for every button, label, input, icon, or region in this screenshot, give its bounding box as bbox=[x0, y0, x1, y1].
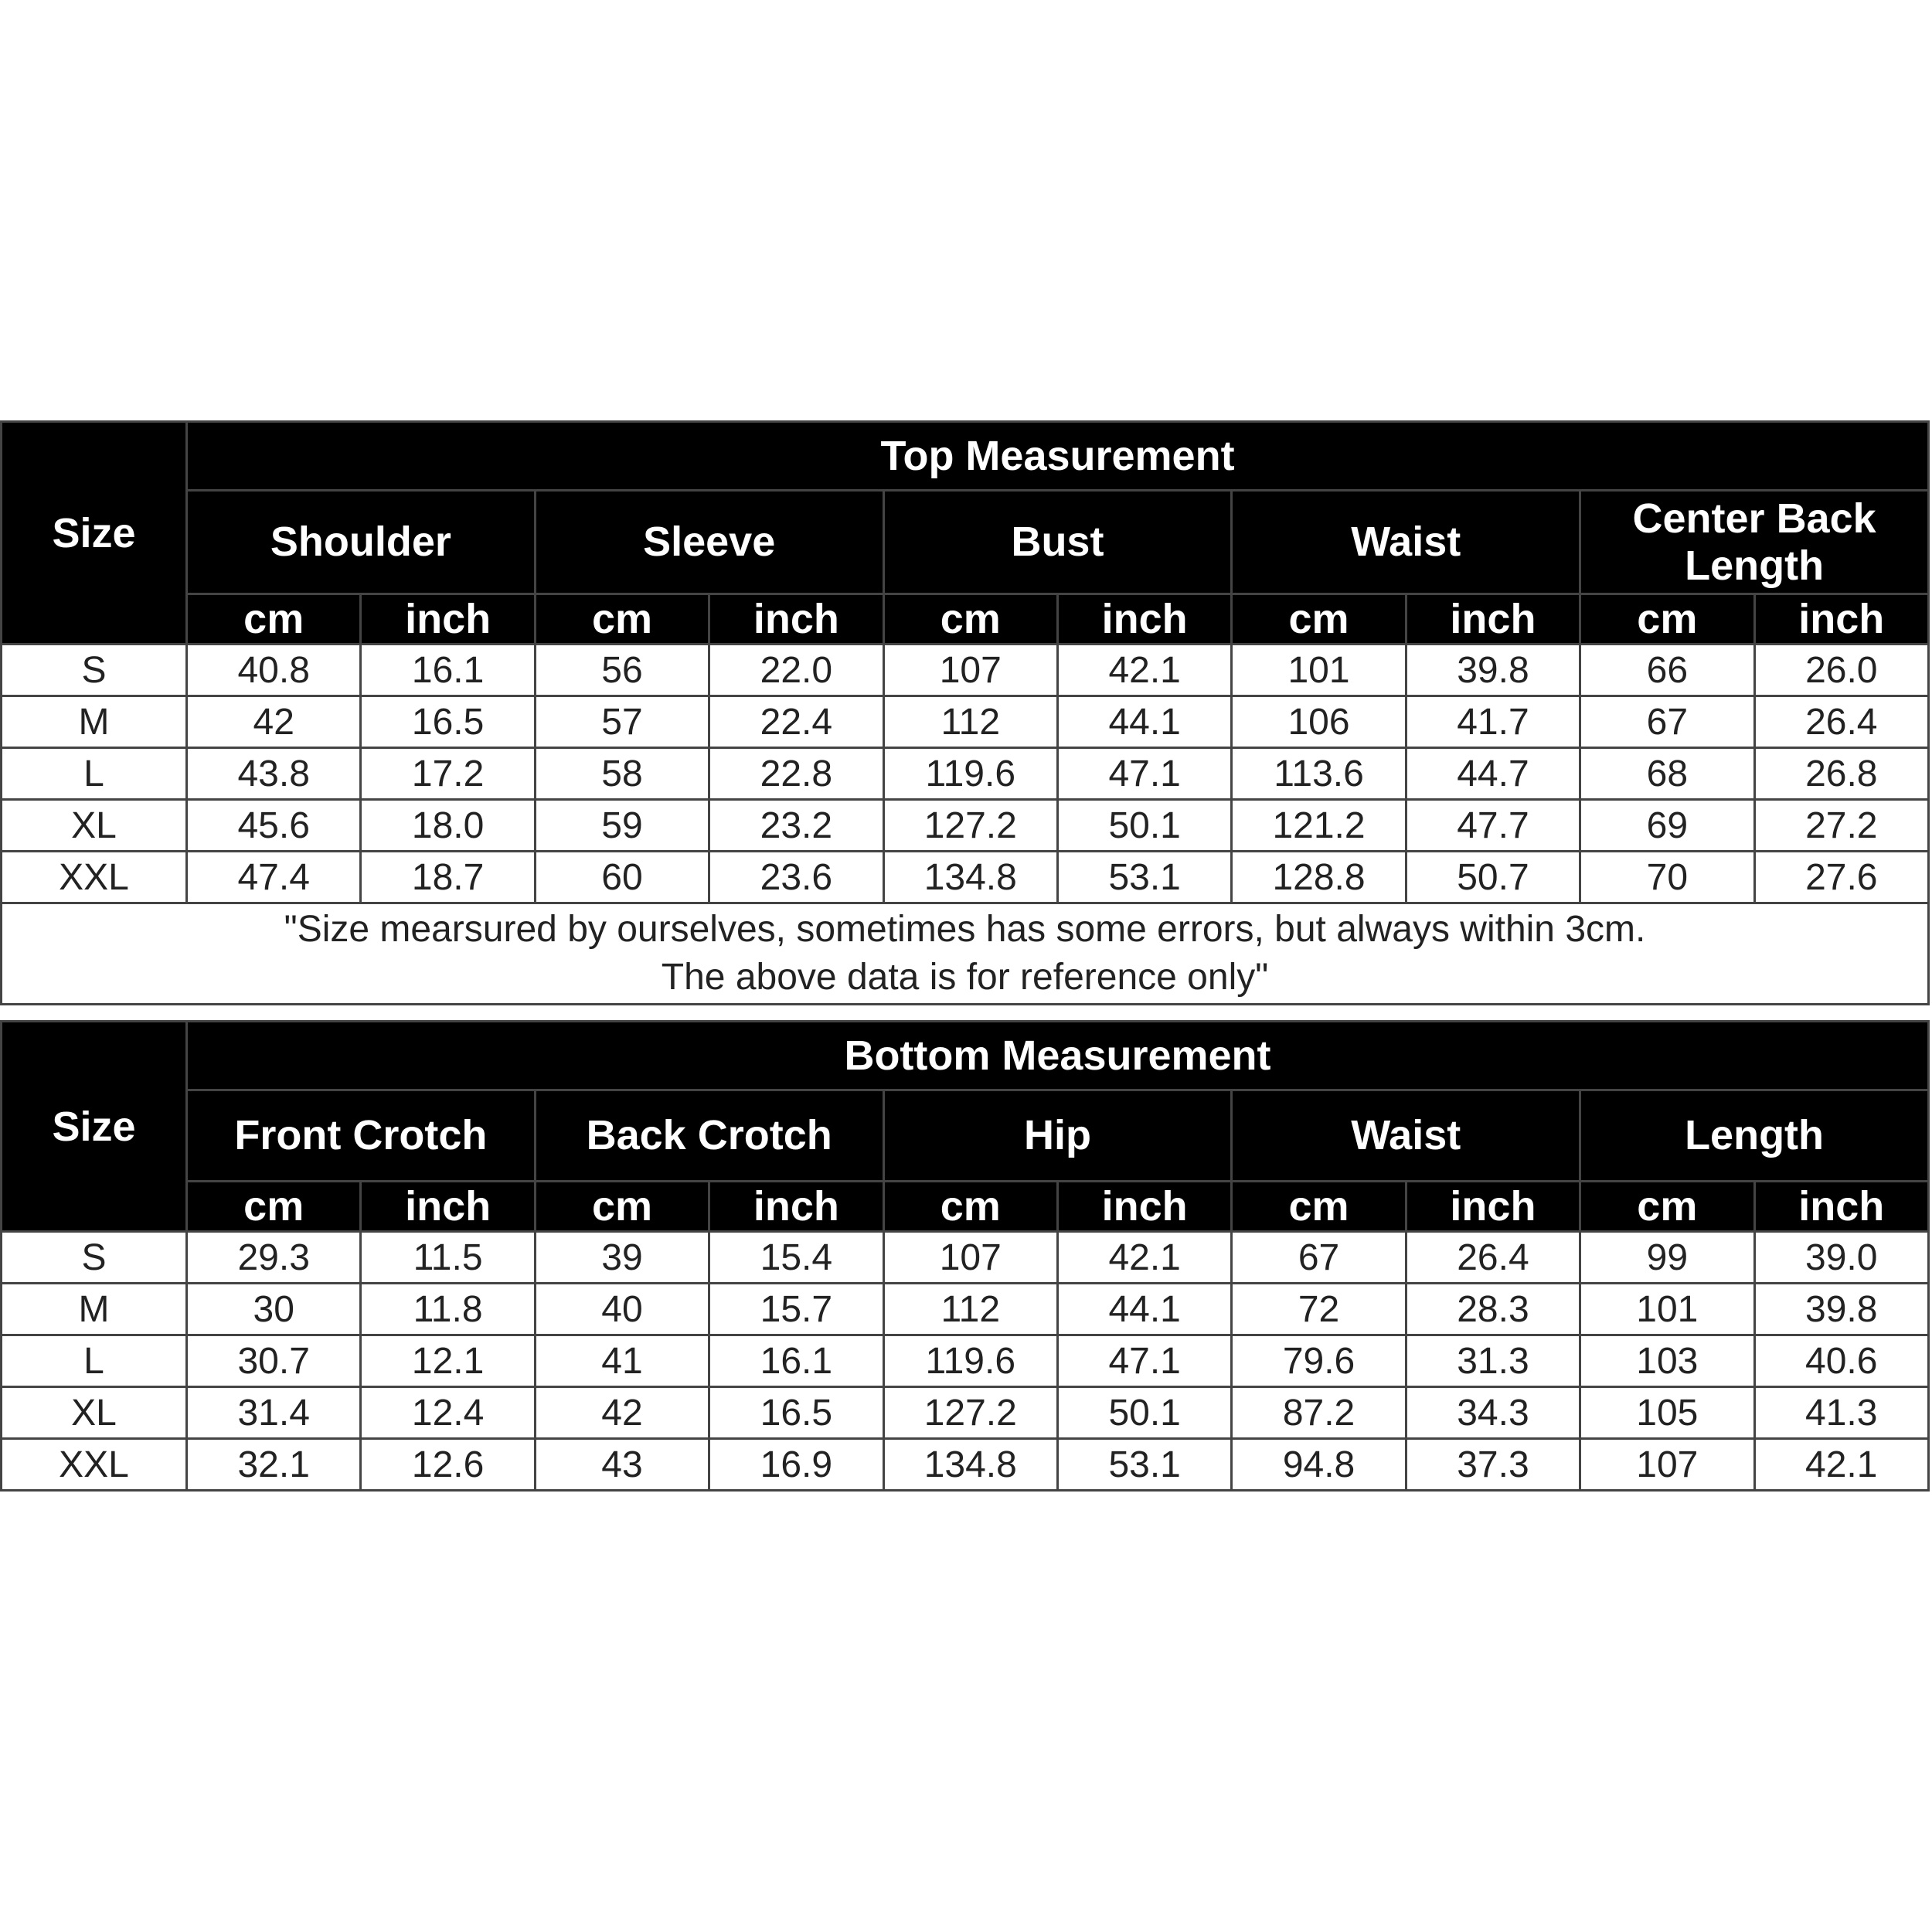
unit-header: inch bbox=[1406, 594, 1580, 645]
measurement-cell: 43 bbox=[535, 1439, 709, 1491]
measurement-cell: 112 bbox=[883, 696, 1057, 748]
measurement-cell: 69 bbox=[1580, 800, 1754, 852]
measurement-cell: 26.0 bbox=[1754, 645, 1929, 696]
unit-header: cm bbox=[1232, 594, 1406, 645]
size-label-cell: S bbox=[2, 645, 187, 696]
measurement-cell: 31.3 bbox=[1406, 1335, 1580, 1387]
measurement-cell: 113.6 bbox=[1232, 748, 1406, 800]
measurement-cell: 41.7 bbox=[1406, 696, 1580, 748]
measurement-cell: 18.7 bbox=[361, 852, 535, 903]
unit-header: inch bbox=[1057, 594, 1231, 645]
unit-header: cm bbox=[535, 594, 709, 645]
measurement-cell: 50.7 bbox=[1406, 852, 1580, 903]
measurement-cell: 47.1 bbox=[1057, 1335, 1231, 1387]
measurement-cell: 134.8 bbox=[883, 1439, 1057, 1491]
measurement-cell: 28.3 bbox=[1406, 1284, 1580, 1335]
measurement-cell: 39.8 bbox=[1406, 645, 1580, 696]
table-row bbox=[2, 1335, 1929, 1387]
measurement-cell: 67 bbox=[1232, 1232, 1406, 1284]
measurement-cell: 57 bbox=[535, 696, 709, 748]
measurement-cell: 39.8 bbox=[1754, 1284, 1928, 1335]
measurement-cell: 128.8 bbox=[1232, 852, 1406, 903]
unit-header: inch bbox=[361, 594, 535, 645]
table-row bbox=[2, 800, 1929, 852]
measurement-cell: 18.0 bbox=[361, 800, 535, 852]
measurement-cell: 15.7 bbox=[709, 1284, 883, 1335]
unit-header: inch bbox=[361, 1182, 535, 1232]
unit-header: cm bbox=[187, 1182, 361, 1232]
measurement-cell: 47.1 bbox=[1057, 748, 1231, 800]
measurement-cell: 50.1 bbox=[1057, 800, 1231, 852]
measurement-cell: 44.1 bbox=[1057, 696, 1231, 748]
measurement-cell: 101 bbox=[1232, 645, 1406, 696]
table-title: Bottom Measurement bbox=[187, 1022, 1929, 1090]
measurement-cell: 105 bbox=[1580, 1387, 1754, 1439]
measurement-cell: 11.8 bbox=[361, 1284, 535, 1335]
measurement-cell: 26.8 bbox=[1754, 748, 1929, 800]
measurement-cell: 107 bbox=[1580, 1439, 1754, 1491]
column-group-header: Bust bbox=[883, 491, 1232, 594]
measurement-cell: 16.9 bbox=[709, 1439, 883, 1491]
measurement-cell: 31.4 bbox=[187, 1387, 361, 1439]
measurement-cell: 42 bbox=[535, 1387, 709, 1439]
measurement-cell: 22.0 bbox=[709, 645, 883, 696]
measurement-cell: 39.0 bbox=[1754, 1232, 1928, 1284]
measurement-cell: 119.6 bbox=[883, 1335, 1057, 1387]
measurement-cell: 66 bbox=[1580, 645, 1754, 696]
measurement-cell: 41.3 bbox=[1754, 1387, 1928, 1439]
column-group-header: Waist bbox=[1232, 1090, 1580, 1182]
size-label-cell: XL bbox=[2, 1387, 187, 1439]
measurement-cell: 79.6 bbox=[1232, 1335, 1406, 1387]
measurement-cell: 23.2 bbox=[709, 800, 883, 852]
measurement-cell: 22.8 bbox=[709, 748, 883, 800]
measurement-cell: 32.1 bbox=[187, 1439, 361, 1491]
size-label-cell: M bbox=[2, 1284, 187, 1335]
measurement-cell: 11.5 bbox=[361, 1232, 535, 1284]
measurement-cell: 30 bbox=[187, 1284, 361, 1335]
measurement-cell: 12.1 bbox=[361, 1335, 535, 1387]
measurement-cell: 41 bbox=[535, 1335, 709, 1387]
measurement-cell: 40.6 bbox=[1754, 1335, 1928, 1387]
measurement-cell: 29.3 bbox=[187, 1232, 361, 1284]
unit-header: inch bbox=[709, 594, 883, 645]
measurement-cell: 50.1 bbox=[1057, 1387, 1231, 1439]
table-row bbox=[2, 645, 1929, 696]
table-row bbox=[2, 748, 1929, 800]
measurement-cell: 99 bbox=[1580, 1232, 1754, 1284]
size-label-cell: L bbox=[2, 748, 187, 800]
measurement-cell: 15.4 bbox=[709, 1232, 883, 1284]
measurement-cell: 43.8 bbox=[187, 748, 361, 800]
measurement-cell: 60 bbox=[535, 852, 709, 903]
measurement-cell: 45.6 bbox=[187, 800, 361, 852]
column-group-header: Back Crotch bbox=[535, 1090, 883, 1182]
measurement-cell: 26.4 bbox=[1754, 696, 1929, 748]
column-group-header: Center Back Length bbox=[1580, 491, 1929, 594]
measurement-cell: 127.2 bbox=[883, 1387, 1057, 1439]
measurement-cell: 34.3 bbox=[1406, 1387, 1580, 1439]
measurement-note bbox=[2, 903, 1929, 1005]
measurement-cell: 44.7 bbox=[1406, 748, 1580, 800]
table-row bbox=[2, 852, 1929, 903]
column-group-header: Hip bbox=[883, 1090, 1232, 1182]
measurement-cell: 56 bbox=[535, 645, 709, 696]
table-row bbox=[2, 1439, 1929, 1491]
measurement-cell: 27.2 bbox=[1754, 800, 1929, 852]
column-group-header: Sleeve bbox=[535, 491, 883, 594]
size-label-cell: L bbox=[2, 1335, 187, 1387]
measurement-cell: 42.1 bbox=[1057, 1232, 1231, 1284]
measurement-cell: 101 bbox=[1580, 1284, 1754, 1335]
size-label-cell: XL bbox=[2, 800, 187, 852]
measurement-cell: 72 bbox=[1232, 1284, 1406, 1335]
measurement-cell: 53.1 bbox=[1057, 852, 1231, 903]
top-measurement-table bbox=[0, 420, 1930, 1005]
measurement-cell: 26.4 bbox=[1406, 1232, 1580, 1284]
unit-header: cm bbox=[883, 594, 1057, 645]
table-row bbox=[2, 1284, 1929, 1335]
size-label-cell: M bbox=[2, 696, 187, 748]
bottom-measurement-table bbox=[0, 1020, 1930, 1492]
measurement-cell: 127.2 bbox=[883, 800, 1057, 852]
table-row bbox=[2, 1232, 1929, 1284]
measurement-cell: 67 bbox=[1580, 696, 1754, 748]
table-row bbox=[2, 1387, 1929, 1439]
column-group-header: Waist bbox=[1232, 491, 1580, 594]
size-label-cell: S bbox=[2, 1232, 187, 1284]
measurement-cell: 94.8 bbox=[1232, 1439, 1406, 1491]
unit-header: cm bbox=[1580, 594, 1754, 645]
unit-header: inch bbox=[1406, 1182, 1580, 1232]
table-row bbox=[2, 696, 1929, 748]
measurement-cell: 58 bbox=[535, 748, 709, 800]
measurement-cell: 42.1 bbox=[1754, 1439, 1928, 1491]
measurement-cell: 106 bbox=[1232, 696, 1406, 748]
measurement-cell: 59 bbox=[535, 800, 709, 852]
measurement-cell: 22.4 bbox=[709, 696, 883, 748]
measurement-cell: 30.7 bbox=[187, 1335, 361, 1387]
measurement-cell: 16.5 bbox=[361, 696, 535, 748]
measurement-cell: 42 bbox=[187, 696, 361, 748]
measurement-cell: 39 bbox=[535, 1232, 709, 1284]
unit-header: cm bbox=[1232, 1182, 1406, 1232]
measurement-cell: 107 bbox=[883, 645, 1057, 696]
note-line: The above data is for reference only" bbox=[661, 957, 1269, 998]
table-title: Top Measurement bbox=[187, 422, 1929, 491]
unit-header: inch bbox=[709, 1182, 883, 1232]
column-group-header: Length bbox=[1580, 1090, 1929, 1182]
measurement-cell: 17.2 bbox=[361, 748, 535, 800]
measurement-cell: 12.4 bbox=[361, 1387, 535, 1439]
measurement-cell: 42.1 bbox=[1057, 645, 1231, 696]
measurement-cell: 87.2 bbox=[1232, 1387, 1406, 1439]
note-line: "Size mearsured by ourselves, sometimes has some errors, but always within 3cm. bbox=[284, 909, 1646, 950]
size-header: Size bbox=[2, 1022, 187, 1232]
measurement-cell: 47.4 bbox=[187, 852, 361, 903]
unit-header: inch bbox=[1057, 1182, 1231, 1232]
measurement-cell: 112 bbox=[883, 1284, 1057, 1335]
measurement-cell: 16.5 bbox=[709, 1387, 883, 1439]
measurement-cell: 47.7 bbox=[1406, 800, 1580, 852]
column-group-header: Front Crotch bbox=[187, 1090, 536, 1182]
measurement-cell: 12.6 bbox=[361, 1439, 535, 1491]
measurement-cell: 40.8 bbox=[187, 645, 361, 696]
size-header: Size bbox=[2, 422, 187, 645]
unit-header: cm bbox=[535, 1182, 709, 1232]
measurement-cell: 44.1 bbox=[1057, 1284, 1231, 1335]
measurement-cell: 27.6 bbox=[1754, 852, 1929, 903]
measurement-cell: 107 bbox=[883, 1232, 1057, 1284]
measurement-cell: 121.2 bbox=[1232, 800, 1406, 852]
unit-header: cm bbox=[883, 1182, 1057, 1232]
measurement-cell: 16.1 bbox=[361, 645, 535, 696]
measurement-cell: 37.3 bbox=[1406, 1439, 1580, 1491]
size-label-cell: XXL bbox=[2, 1439, 187, 1491]
column-group-header: Shoulder bbox=[187, 491, 536, 594]
measurement-cell: 40 bbox=[535, 1284, 709, 1335]
size-label-cell: XXL bbox=[2, 852, 187, 903]
unit-header: inch bbox=[1754, 594, 1929, 645]
bottom-table-body bbox=[2, 1232, 1929, 1491]
measurement-cell: 23.6 bbox=[709, 852, 883, 903]
measurement-cell: 134.8 bbox=[883, 852, 1057, 903]
measurement-cell: 53.1 bbox=[1057, 1439, 1231, 1491]
top-table-body bbox=[2, 645, 1929, 903]
unit-header: cm bbox=[187, 594, 361, 645]
measurement-cell: 70 bbox=[1580, 852, 1754, 903]
unit-header: cm bbox=[1580, 1182, 1754, 1232]
measurement-cell: 16.1 bbox=[709, 1335, 883, 1387]
measurement-cell: 68 bbox=[1580, 748, 1754, 800]
unit-header: inch bbox=[1754, 1182, 1928, 1232]
measurement-cell: 103 bbox=[1580, 1335, 1754, 1387]
measurement-cell: 119.6 bbox=[883, 748, 1057, 800]
